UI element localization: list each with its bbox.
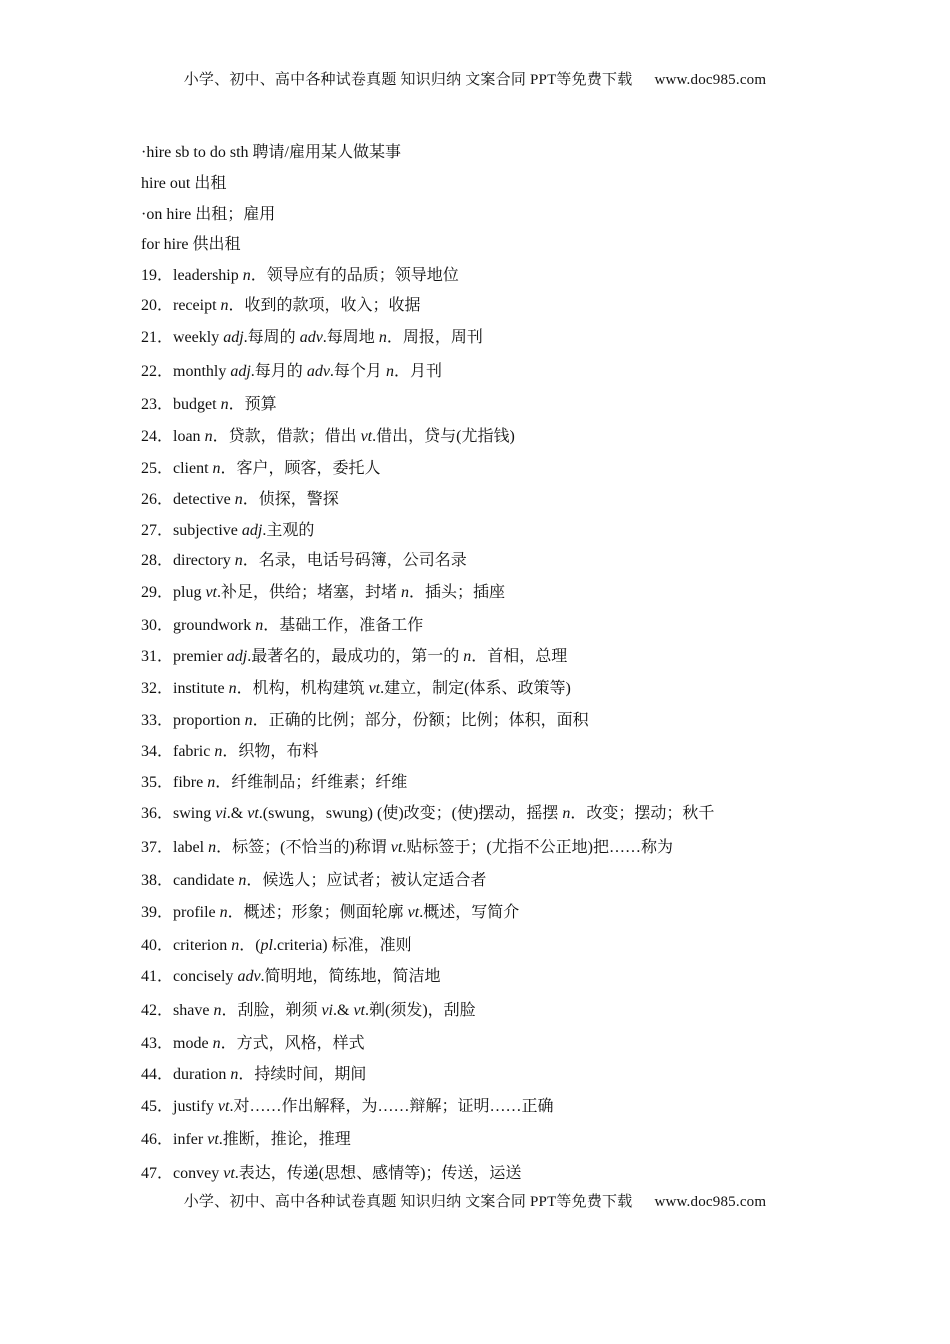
- vocab-entry: [141, 235, 241, 255]
- entry-text: ．收到的款项，收入；收据: [228, 297, 421, 314]
- vocab-entry: [141, 1065, 366, 1085]
- entry-text: hire out 出租: [141, 175, 227, 192]
- entry-text: ．持续时间，期间: [238, 1066, 367, 1083]
- part-of-speech: vt: [217, 1098, 230, 1115]
- entry-text: .对……作出解释，为……辩解；证明……正确: [229, 1098, 554, 1115]
- part-of-speech: n: [220, 396, 229, 413]
- entry-text: 29．plug: [141, 584, 206, 601]
- entry-text: 22．monthly: [141, 363, 231, 380]
- entry-text: ·on hire 出租；雇用: [141, 206, 276, 223]
- vocab-entry: [141, 1001, 476, 1021]
- entry-text: .每周的: [243, 329, 300, 346]
- header-text: 小学、初中、高中各种试卷真题 知识归纳 文案合同 PPT等免费下载: [183, 72, 633, 88]
- vocab-entry: [141, 296, 421, 316]
- entry-text: 37．label: [141, 839, 209, 856]
- entry-text: 41．concisely: [141, 968, 238, 985]
- vocab-entry: [141, 551, 467, 571]
- entry-text: ．方式，风格，样式: [220, 1035, 365, 1052]
- vocab-entry: [141, 742, 318, 762]
- entry-text: 21．weekly: [141, 329, 224, 346]
- vocab-entry: [141, 362, 442, 382]
- entry-text: .建立，制定(体系、政策等): [380, 680, 571, 697]
- part-of-speech: adv: [299, 329, 323, 346]
- page-header: [0, 68, 950, 89]
- vocab-entry: [141, 804, 714, 824]
- part-of-speech: n: [234, 552, 243, 569]
- entry-text: 27．subjective: [141, 522, 242, 539]
- vocab-entry: [141, 266, 459, 286]
- part-of-speech: vt: [223, 1165, 235, 1182]
- entry-text: .criteria) 标准，准则: [273, 937, 412, 954]
- part-of-speech: n: [401, 584, 410, 601]
- part-of-speech: pl: [260, 937, 273, 954]
- part-of-speech: vt: [205, 584, 217, 601]
- entry-text: 19．leadership: [141, 267, 243, 284]
- part-of-speech: adv: [237, 968, 261, 985]
- entry-text: ．正确的比例；部分，份额；比例；体积，面积: [252, 712, 589, 729]
- entry-text: ．刮脸，剃须: [221, 1002, 322, 1019]
- part-of-speech: n: [214, 743, 223, 760]
- vocab-entry: [141, 903, 519, 923]
- part-of-speech: n: [212, 460, 221, 477]
- entry-text: ．基础工作，准备工作: [263, 617, 424, 634]
- part-of-speech: n: [378, 329, 387, 346]
- page-footer: [0, 1190, 950, 1211]
- part-of-speech: vt: [407, 904, 420, 921]
- entry-text: 28．directory: [141, 552, 235, 569]
- part-of-speech: n: [220, 297, 229, 314]
- entry-text: .简明地，简练地，简洁地: [260, 968, 441, 985]
- entry-text: .(swung，swung) (使)改变；(使)摆动，摇摆: [258, 805, 563, 822]
- vocab-entry: [141, 583, 505, 603]
- entry-text: 47．convey: [141, 1165, 224, 1182]
- entry-text: 23．budget: [141, 396, 221, 413]
- vocab-entry: [141, 773, 407, 793]
- part-of-speech: n: [213, 1002, 222, 1019]
- entry-text: .主观的: [262, 522, 315, 539]
- entry-text: .表达，传递(思想、感情等)；传送，运送: [234, 1165, 522, 1182]
- part-of-speech: n: [234, 491, 243, 508]
- part-of-speech: n: [204, 428, 213, 445]
- entry-text: .补足，供给；堵塞，封堵: [217, 584, 402, 601]
- entry-text: ．纤维制品；纤维素；纤维: [215, 774, 408, 791]
- entry-text: ．侦探，警探: [242, 491, 339, 508]
- entry-text: 32．institute: [141, 680, 229, 697]
- part-of-speech: adj: [223, 329, 244, 346]
- part-of-speech: vt: [353, 1002, 365, 1019]
- vocab-entry: [141, 936, 412, 956]
- vocab-entry: [141, 427, 515, 447]
- vocab-entry: [141, 1164, 521, 1184]
- part-of-speech: n: [562, 805, 571, 822]
- entry-text: 46．infer: [141, 1131, 208, 1148]
- vocab-entry: [141, 143, 401, 163]
- vocab-entry: [141, 967, 441, 987]
- entry-text: .概述，写简介: [419, 904, 520, 921]
- entry-text: ．(: [239, 937, 261, 954]
- part-of-speech: n: [255, 617, 264, 634]
- entry-text: ．织物，布料: [222, 743, 319, 760]
- entry-text: .&: [333, 1002, 354, 1019]
- entry-text: 30．groundwork: [141, 617, 256, 634]
- part-of-speech: n: [231, 937, 240, 954]
- entry-text: 42．shave: [141, 1002, 214, 1019]
- part-of-speech: vt: [207, 1131, 219, 1148]
- entry-text: 43．mode: [141, 1035, 213, 1052]
- entry-text: 40．criterion: [141, 937, 232, 954]
- entry-text: 44．duration: [141, 1066, 231, 1083]
- part-of-speech: n: [228, 680, 237, 697]
- entry-text: ．候选人；应试者；被认定适合者: [246, 872, 487, 889]
- entry-text: 45．justify: [141, 1098, 218, 1115]
- entry-text: ．概述；形象；侧面轮廓: [227, 904, 408, 921]
- part-of-speech: n: [219, 904, 228, 921]
- vocab-entry: [141, 521, 314, 541]
- vocab-entry: [141, 395, 277, 415]
- vocab-entry: [141, 679, 571, 699]
- entry-text: ．领导应有的品质；领导地位: [250, 267, 459, 284]
- vocab-entry: [141, 711, 589, 731]
- entry-text: ·hire sb to do sth 聘请/雇用某人做某事: [141, 144, 401, 161]
- footer-text: 小学、初中、高中各种试卷真题 知识归纳 文案合同 PPT等免费下载: [183, 1194, 633, 1210]
- part-of-speech: n: [242, 267, 251, 284]
- entry-text: ．改变；摆动；秋千: [570, 805, 715, 822]
- entry-text: .借出，贷与(尤指钱): [372, 428, 515, 445]
- part-of-speech: n: [238, 872, 247, 889]
- entry-text: .&: [226, 805, 248, 822]
- entry-text: for hire 供出租: [141, 236, 241, 253]
- part-of-speech: adv: [306, 363, 330, 380]
- entry-text: 39．profile: [141, 904, 220, 921]
- entry-text: ．机构，机构建筑: [236, 680, 369, 697]
- part-of-speech: n: [244, 712, 253, 729]
- entry-text: 31．premier: [141, 648, 227, 665]
- part-of-speech: vt: [360, 428, 373, 445]
- part-of-speech: n: [230, 1066, 239, 1083]
- entry-text: .剃(须发)，刮脸: [365, 1002, 476, 1019]
- part-of-speech: n: [385, 363, 394, 380]
- vocab-entry: [141, 205, 275, 225]
- entry-text: ．客户，顾客，委托人: [220, 460, 381, 477]
- entry-text: 26．detective: [141, 491, 235, 508]
- entry-text: ．月刊: [393, 363, 442, 380]
- header-url: www.doc985.com: [654, 72, 767, 88]
- vocab-entry: [141, 328, 483, 348]
- entry-text: 38．candidate: [141, 872, 239, 889]
- vocab-entry: [141, 1130, 351, 1150]
- entry-text: ．名录，电话号码簿，公司名录: [242, 552, 467, 569]
- vocab-entry: [141, 647, 567, 667]
- entry-text: ．标签；(不恰当的)称谓: [216, 839, 391, 856]
- vocab-entry: [141, 871, 486, 891]
- entry-text: ．插头；插座: [409, 584, 506, 601]
- vocab-entry: [141, 616, 423, 636]
- part-of-speech: vt: [390, 839, 403, 856]
- entry-text: 33．proportion: [141, 712, 245, 729]
- entry-text: .最著名的，最成功的，第一的: [247, 648, 464, 665]
- entry-text: 20．receipt: [141, 297, 221, 314]
- vocab-entry: [141, 459, 381, 479]
- entry-text: .推断，推论，推理: [218, 1131, 351, 1148]
- entry-text: .每周地: [322, 329, 379, 346]
- entry-text: 25．client: [141, 460, 213, 477]
- entry-text: ．周报，周刊: [386, 329, 483, 346]
- entry-text: .贴标签于；(尤指不公正地)把……称为: [402, 839, 673, 856]
- part-of-speech: n: [208, 839, 217, 856]
- part-of-speech: n: [212, 1035, 221, 1052]
- entry-text: ．贷款，借款；借出: [212, 428, 361, 445]
- part-of-speech: adj: [230, 363, 251, 380]
- part-of-speech: n: [463, 648, 472, 665]
- entry-text: .每个月: [329, 363, 386, 380]
- footer-url: www.doc985.com: [654, 1194, 767, 1210]
- entry-text: ．首相，总理: [471, 648, 568, 665]
- entry-text: .每月的: [250, 363, 307, 380]
- part-of-speech: vt: [247, 805, 259, 822]
- part-of-speech: adj: [241, 522, 263, 539]
- vocab-entry: [141, 490, 339, 510]
- entry-text: 34．fabric: [141, 743, 215, 760]
- entry-text: 35．fibre: [141, 774, 208, 791]
- entry-text: 36．swing: [141, 805, 216, 822]
- part-of-speech: vt: [368, 680, 381, 697]
- vocab-entry: [141, 174, 226, 194]
- vocab-entry: [141, 1034, 365, 1054]
- entry-text: ．预算: [228, 396, 277, 413]
- vocab-entry: [141, 838, 673, 858]
- part-of-speech: vi: [215, 805, 227, 822]
- part-of-speech: adj: [226, 648, 248, 665]
- part-of-speech: vi: [321, 1002, 333, 1019]
- part-of-speech: n: [207, 774, 216, 791]
- entry-text: 24．loan: [141, 428, 205, 445]
- vocab-entry: [141, 1097, 553, 1117]
